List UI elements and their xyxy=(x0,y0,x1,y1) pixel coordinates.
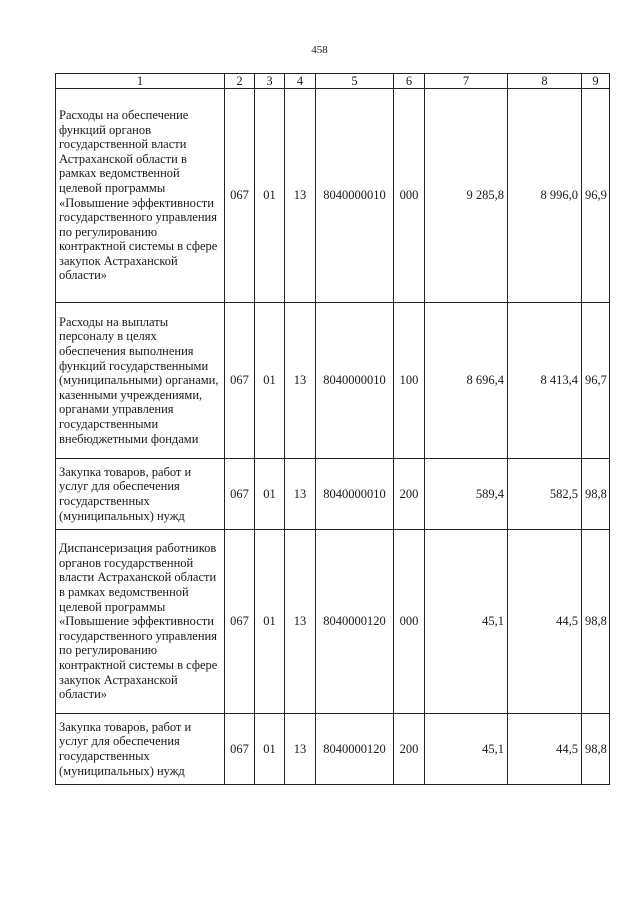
row-subsection-code: 13 xyxy=(285,530,316,714)
row-ministry-code: 067 xyxy=(225,459,255,530)
row-actual-amount: 582,5 xyxy=(508,459,582,530)
row-planned-amount: 45,1 xyxy=(425,530,508,714)
row-percent: 98,8 xyxy=(582,530,610,714)
table-row xyxy=(56,303,610,459)
row-actual-amount: 44,5 xyxy=(508,714,582,785)
budget-table xyxy=(55,73,610,785)
header-col-6: 6 xyxy=(394,74,425,89)
row-expense-type: 000 xyxy=(394,89,425,303)
row-target-article: 8040000010 xyxy=(316,459,394,530)
header-col-9: 9 xyxy=(582,74,610,89)
row-section-code: 01 xyxy=(255,530,285,714)
row-description: Закупка товаров, работ и услуг для обеспечения государственных (муниципальных) нужд xyxy=(56,714,225,785)
row-section-code: 01 xyxy=(255,303,285,459)
row-section-code: 01 xyxy=(255,459,285,530)
row-actual-amount: 44,5 xyxy=(508,530,582,714)
header-col-1: 1 xyxy=(56,74,225,89)
row-subsection-code: 13 xyxy=(285,303,316,459)
row-expense-type: 100 xyxy=(394,303,425,459)
table-row xyxy=(56,530,610,714)
row-target-article: 8040000120 xyxy=(316,530,394,714)
row-actual-amount: 8 413,4 xyxy=(508,303,582,459)
row-actual-amount: 8 996,0 xyxy=(508,89,582,303)
row-section-code: 01 xyxy=(255,89,285,303)
row-description: Расходы на выплаты персоналу в целях обеспечения выполнения функций государственными (муниципальными) органами, казенными учреждениями, органами управления государственными внебюджетными фондами xyxy=(56,303,225,459)
header-col-3: 3 xyxy=(255,74,285,89)
row-planned-amount: 8 696,4 xyxy=(425,303,508,459)
row-ministry-code: 067 xyxy=(225,530,255,714)
row-percent: 96,7 xyxy=(582,303,610,459)
table-row xyxy=(56,714,610,785)
header-col-4: 4 xyxy=(285,74,316,89)
row-description: Диспансеризация работников органов государственной власти Астраханской области в рамках ведомственной целевой программы «Повышение эффективности государственного управления по регулированию контрактной системы в сфере закупок Астраханской области» xyxy=(56,530,225,714)
row-subsection-code: 13 xyxy=(285,714,316,785)
row-planned-amount: 589,4 xyxy=(425,459,508,530)
row-ministry-code: 067 xyxy=(225,89,255,303)
row-expense-type: 000 xyxy=(394,530,425,714)
row-target-article: 8040000010 xyxy=(316,89,394,303)
header-col-5: 5 xyxy=(316,74,394,89)
row-ministry-code: 067 xyxy=(225,714,255,785)
row-planned-amount: 9 285,8 xyxy=(425,89,508,303)
row-description: Закупка товаров, работ и услуг для обеспечения государственных (муниципальных) нужд xyxy=(56,459,225,530)
table-row xyxy=(56,459,610,530)
row-section-code: 01 xyxy=(255,714,285,785)
row-subsection-code: 13 xyxy=(285,89,316,303)
row-ministry-code: 067 xyxy=(225,303,255,459)
row-expense-type: 200 xyxy=(394,714,425,785)
row-description: Расходы на обеспечение функций органов государственной власти Астраханской области в рамках ведомственной целевой программы «Повышение эффективности государственного управления по регулированию контрактной системы в сфере закупок Астраханской области» xyxy=(56,89,225,303)
table-row xyxy=(56,89,610,303)
row-target-article: 8040000120 xyxy=(316,714,394,785)
header-col-2: 2 xyxy=(225,74,255,89)
row-subsection-code: 13 xyxy=(285,459,316,530)
row-expense-type: 200 xyxy=(394,459,425,530)
row-planned-amount: 45,1 xyxy=(425,714,508,785)
row-percent: 96,9 xyxy=(582,89,610,303)
header-col-8: 8 xyxy=(508,74,582,89)
row-percent: 98,8 xyxy=(582,459,610,530)
row-target-article: 8040000010 xyxy=(316,303,394,459)
header-col-7: 7 xyxy=(425,74,508,89)
page-number: 458 xyxy=(311,44,328,56)
header-row xyxy=(56,74,610,89)
row-percent: 98,8 xyxy=(582,714,610,785)
